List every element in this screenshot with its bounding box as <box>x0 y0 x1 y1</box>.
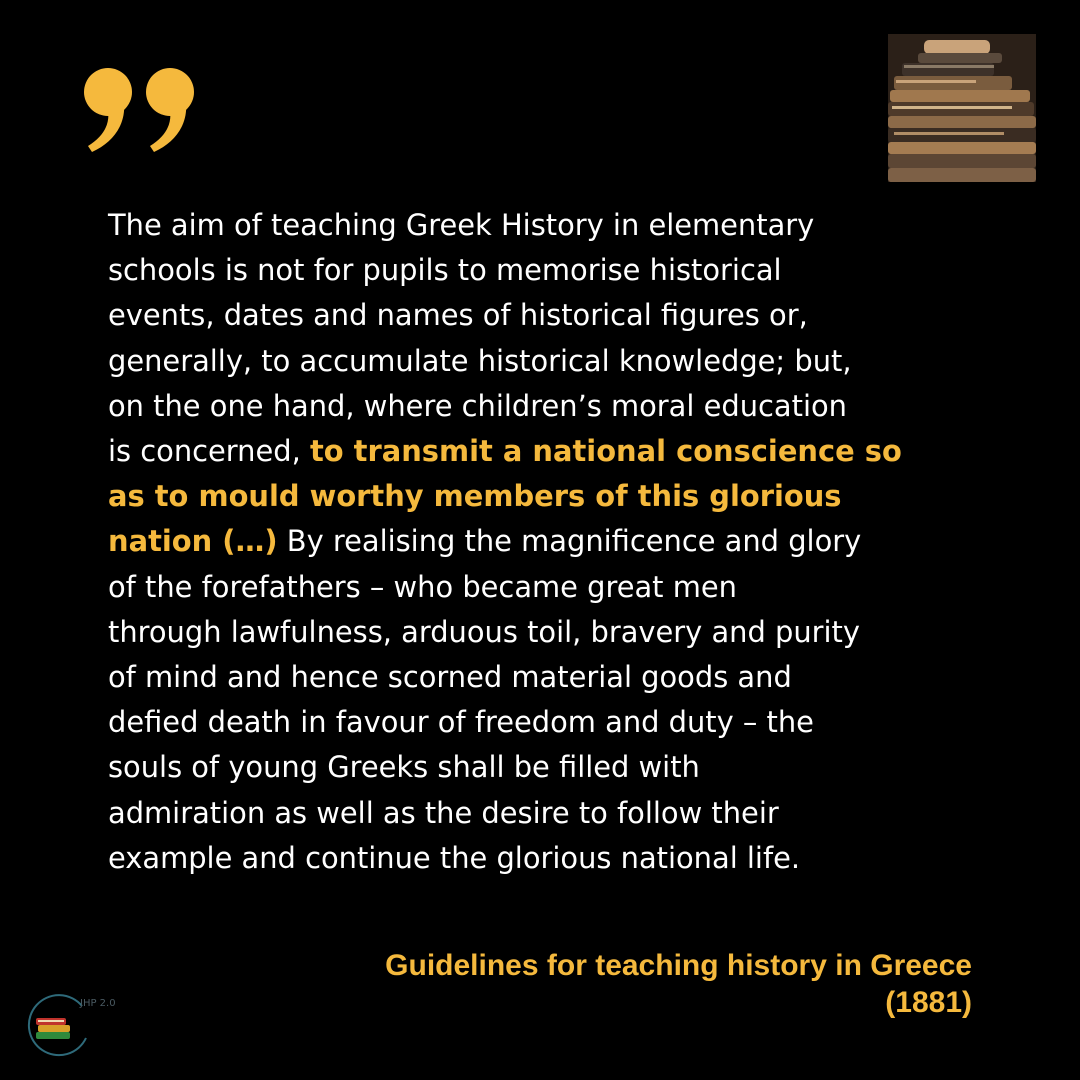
quote-mark-icon <box>80 62 200 154</box>
quote-line <box>108 700 988 745</box>
quote-line <box>108 384 988 429</box>
quote-line <box>108 745 988 790</box>
quote-line <box>108 339 988 384</box>
quote-text-segment: The aim of teaching Greek History in elementary <box>108 208 815 242</box>
quote-text-segment: generally, to accumulate historical knowledge; but, <box>108 343 852 378</box>
quote-line <box>108 610 988 655</box>
quote-line <box>108 836 988 881</box>
quote-text-segment: events, dates and names of historical figures or, <box>108 298 808 333</box>
quote-line <box>108 293 988 338</box>
quote-text-segment: schools is not for pupils to memorise historical <box>108 253 782 288</box>
books-photo <box>888 34 1036 182</box>
quote-source <box>385 947 972 1021</box>
quote-text-segment: souls of young Greeks shall be filled with <box>108 750 700 785</box>
quote-line <box>108 791 988 836</box>
quote-line <box>108 203 988 248</box>
quote-text-segment: admiration as well as the desire to follow their <box>108 795 779 830</box>
quote-line <box>108 474 988 519</box>
quote-text-segment: example and continue the glorious national life. <box>108 840 801 875</box>
source-title: Guidelines for teaching history in Greece <box>385 949 972 982</box>
quote-line <box>108 429 988 474</box>
highlighted-text: nation (…) <box>108 524 278 559</box>
quote-text-segment: defied death in favour of freedom and duty – the <box>108 705 814 740</box>
logo-text: JHP 2.0 <box>80 998 116 1009</box>
source-year: (1881) <box>885 986 972 1019</box>
quote-line <box>108 565 988 610</box>
highlighted-text: as to mould worthy members of this glorious <box>108 479 842 514</box>
jhp-logo-icon <box>22 992 116 1062</box>
quote-line <box>108 519 988 564</box>
quote-text-segment: is concerned, <box>108 434 310 469</box>
quote-text-segment: through lawfulness, arduous toil, bravery and purity <box>108 614 860 649</box>
quote-text-segment: on the one hand, where children’s moral education <box>108 388 847 423</box>
quote-line <box>108 248 988 293</box>
highlighted-text: to transmit a national conscience so <box>309 434 902 469</box>
quote-text <box>108 203 988 881</box>
quote-text-segment: By realising the magnificence and glory <box>277 524 862 559</box>
quote-text-segment: of the forefathers – who became great men <box>108 569 737 604</box>
quote-text-segment: of mind and hence scorned material goods and <box>108 660 792 695</box>
stacked-books-icon <box>888 34 1036 182</box>
quote-line <box>108 655 988 700</box>
